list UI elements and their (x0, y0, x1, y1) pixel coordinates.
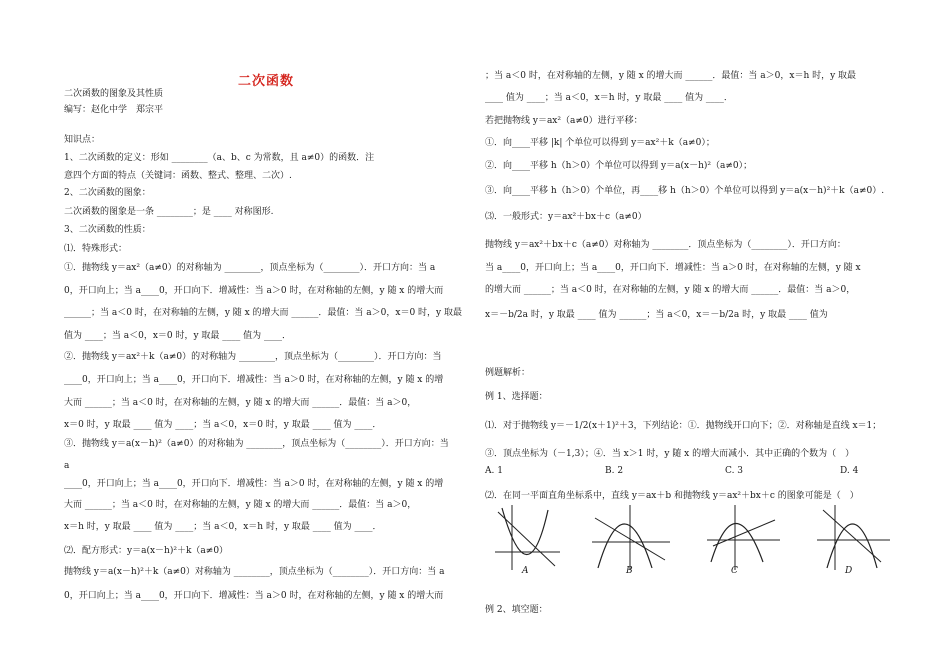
right-line: ____ 值为 ____；当 a＜0，x＝h 时，y 取最 ____ 值为 ____． (485, 93, 733, 103)
left-line: 编写：赵化中学 郑宗平 (64, 105, 164, 115)
left-line: ②．抛物线 y＝ax²＋k（a≠0）的对称轴为 ________，顶点坐标为（________）．开口方向：当 (64, 352, 442, 362)
choice-option: D. 4 (840, 466, 859, 476)
choice-option: C. 3 (725, 466, 744, 476)
right-line: ③．顶点坐标为（－1,3）；④．当 x＞1 时，y 随 x 的增大而减小．其中正确的个数为（ ） (485, 449, 855, 459)
left-line: x＝0 时，y 取最 ____ 值为 ____；当 a＜0，x＝0 时，y 取最 ____ 值为 ____． (64, 420, 382, 430)
right-line: ③．向____平移 h（h＞0）个单位，再____移 h（h＞0）个单位可以得到 y＝a(x－h)²＋k（a≠0）. (485, 186, 885, 196)
right-line: 若把抛物线 y＝ax²（a≠0）进行平移： (485, 116, 643, 126)
choice-option: B. 2 (605, 466, 624, 476)
left-line: ____0，开口向上；当 a____0，开口向下．增减性：当 a＞0 时，在对称轴的左侧，y 随 x 的增 (64, 479, 444, 489)
left-line: 二次函数的图象是一条 ________；是 ____ 对称图形. (64, 207, 274, 217)
left-line: 0，开口向上；当 a____0，开口向下．增减性：当 a＞0 时，在对称轴的左侧，y 随 x 的增大而 (64, 286, 444, 296)
graph-b (590, 500, 670, 585)
graph-d-label: D (845, 566, 853, 576)
answer-graphs (490, 500, 890, 590)
left-line: x＝h 时，y 取最 ____ 值为 ____；当 a＜0，x＝h 时，y 取最 ____ 值为 ____． (64, 522, 382, 532)
right-line: 例 2、填空题： (485, 605, 548, 615)
left-line: ____0，开口向上；当 a____0，开口向下．增减性：当 a＞0 时，在对称轴的左侧，y 随 x 的增 (64, 375, 444, 385)
graph-a-svg (490, 500, 570, 580)
right-line: ；当 a＜0 时，在对称轴的左侧，y 随 x 的增大而 ______．最值：当 a＞0，x＝h 时，y 取最 (485, 71, 857, 81)
answer-choices (485, 466, 885, 480)
left-line: ③．抛物线 y＝a(x－h)²（a≠0）的对称轴为 ________，顶点坐标为（________）．开口方向：当 (64, 439, 449, 449)
right-line: ⑵．在同一平面直角坐标系中，直线 y＝ax＋b 和抛物线 y＝ax²＋bx＋c 的图象可能是（ ） (485, 491, 859, 501)
right-line: x＝－b/2a 时，y 取最 ____ 值为 ______；当 a＜0，x＝－b/2a 时，y 取最 ____ 值为 (485, 310, 828, 320)
left-line: 2、二次函数的图象： (64, 188, 151, 198)
left-line: ⑵．配方形式：y＝a(x－h)²＋k（a≠0） (64, 546, 229, 556)
graph-d-svg (815, 500, 895, 580)
right-line: ⑶．一般形式：y＝ax²＋bx＋c（a≠0） (485, 212, 647, 222)
left-line: 意四个方面的特点（关键词：函数、整式、整理、二次）. (64, 171, 292, 181)
left-line: ______；当 a＜0 时，在对称轴的左侧，y 随 x 的增大而 ______．最值：当 a＞0，x＝0 时，y 取最 (64, 308, 462, 318)
left-line: 1、二次函数的定义：形如 ________（a、b、c 为常数，且 a≠0）的函数．注 (64, 153, 375, 163)
page-title: 二次函数 (238, 74, 295, 89)
left-line: ⑴．特殊形式： (64, 244, 128, 254)
left-line: ①．抛物线 y＝ax²（a≠0）的对称轴为 ________，顶点坐标为（________）．开口方向：当 a (64, 263, 436, 273)
left-line: 大而 ______；当 a＜0 时，在对称轴的左侧，y 随 x 的增大而 ______．最值：当 a＞0， (64, 500, 417, 510)
right-line: ②．向____平移 h（h＞0）个单位可以得到 y＝a(x－h)²（a≠0）； (485, 161, 753, 171)
left-line: 抛物线 y＝a(x－h)²＋k（a≠0）对称轴为 ________，顶点坐标为（________）．开口方向：当 a (64, 567, 445, 577)
left-line: 知识点： (64, 135, 101, 145)
graph-c-label: C (731, 566, 738, 576)
graph-b-label: B (626, 566, 633, 576)
graph-a-label: A (522, 566, 529, 576)
right-line: ⑴．对于抛物线 y＝－1/2(x＋1)²＋3，下列结论：①．抛物线开口向下；②．对称轴是直线 x＝1； (485, 421, 882, 431)
left-line: a (64, 461, 70, 471)
graph-c-svg (705, 500, 785, 580)
graph-a (490, 500, 570, 585)
left-line: 0，开口向上；当 a____0，开口向下．增减性：当 a＞0 时，在对称轴的左侧，y 随 x 的增大而 (64, 591, 444, 601)
graph-c (705, 500, 785, 585)
left-line: 值为 ____；当 a＜0，x＝0 时，y 取最 ____ 值为 ____． (64, 331, 292, 341)
right-line: 的增大而 ______；当 a＜0 时，在对称轴的左侧，y 随 x 的增大而 ______．最值：当 a＞0， (485, 285, 856, 295)
right-line: 例 1、选择题： (485, 392, 548, 402)
right-line: 当 a____0，开口向上；当 a____0，开口向下．增减性：当 a＞0 时，在对称轴的左侧，y 随 x (485, 263, 861, 273)
graph-d (815, 500, 895, 585)
left-line: 3、二次函数的性质： (64, 225, 151, 235)
left-line: 二次函数的图象及其性质 (64, 89, 164, 99)
right-line: 抛物线 y＝ax²＋bx＋c（a≠0）对称轴为 ________．顶点坐标为（________）．开口方向： (485, 240, 846, 250)
left-line: 大而 ______；当 a＜0 时，在对称轴的左侧，y 随 x 的增大而 ______．最值：当 a＞0， (64, 398, 417, 408)
right-line: ①．向____平移 |k| 个单位可以得到 y＝ax²＋k（a≠0）； (485, 138, 715, 148)
choice-option: A. 1 (485, 466, 503, 476)
right-line: 例题解析： (485, 368, 531, 378)
